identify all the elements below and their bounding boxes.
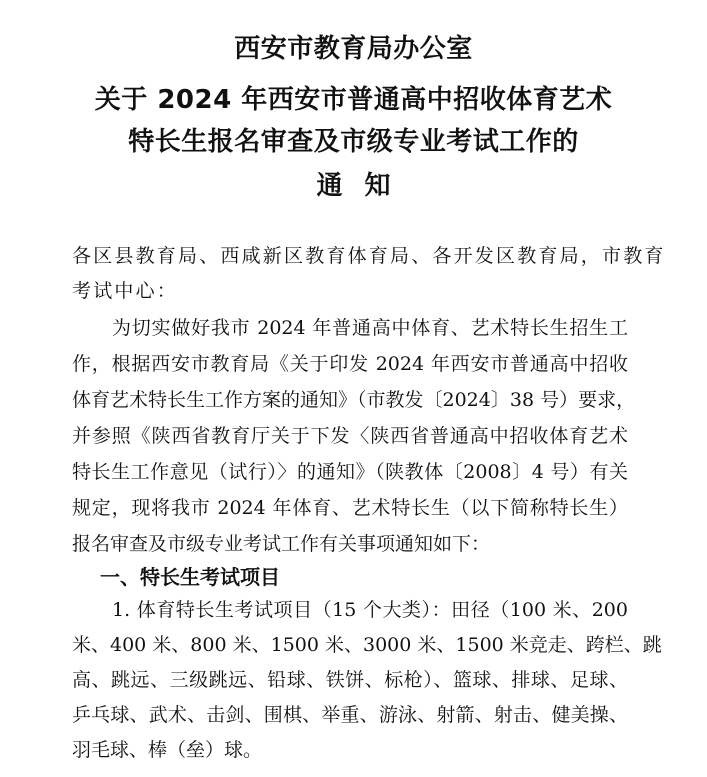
notice-title-line-2: 特长生报名审查及市级专业考试工作的 [128, 127, 579, 157]
salutation-line-2: 考试中心： [72, 280, 179, 302]
intro-paragraph-line: 规定，现将我市 2024 年体育、艺术特长生（以下简称特长生） [72, 497, 628, 519]
notice-title-line-3: 通知 [316, 171, 413, 201]
salutation-line-1: 各区县教育局、西咸新区教育体育局、各开发区教育局，市教育 [72, 245, 666, 267]
intro-paragraph-line: 并参照《陕西省教育厅关于下发〈陕西省普通高中招收体育艺术 [72, 425, 628, 447]
item-paragraph-line: 羽毛球、棒（垒）球。 [72, 739, 263, 761]
item-paragraph-line: 米、400 米、800 米、1500 米、3000 米、1500 米竞走、跨栏、跳 [72, 634, 662, 656]
notice-title-line-1: 关于 2024 年西安市普通高中招收体育艺术 [94, 85, 613, 115]
section-heading: 一、特长生考试项目 [100, 565, 280, 589]
item-paragraph-line: 1. 体育特长生考试项目（15 个大类）：田径（100 米、200 [112, 599, 628, 621]
item-paragraph-line: 乒乓球、武术、击剑、围棋、举重、游泳、射箭、射击、健美操、 [72, 704, 628, 726]
intro-paragraph-line: 报名审查及市级专业考试工作有关事项通知如下： [72, 533, 491, 555]
intro-paragraph-line: 特长生工作意见（试行）〉的通知》（陕教体〔2008〕4 号）有关 [72, 461, 628, 483]
issuer-title: 西安市教育局办公室 [234, 34, 473, 64]
intro-paragraph-line: 体育艺术特长生工作方案的通知》（市教发〔2024〕38 号）要求， [72, 389, 636, 411]
intro-paragraph-line: 作，根据西安市教育局《关于印发 2024 年西安市普通高中招收 [72, 353, 628, 375]
item-paragraph-line: 高、跳远、三级跳远、铅球、铁饼、标枪）、篮球、排球、足球、 [72, 669, 628, 691]
intro-paragraph-line: 为切实做好我市 2024 年普通高中体育、艺术特长生招生工 [112, 317, 628, 339]
